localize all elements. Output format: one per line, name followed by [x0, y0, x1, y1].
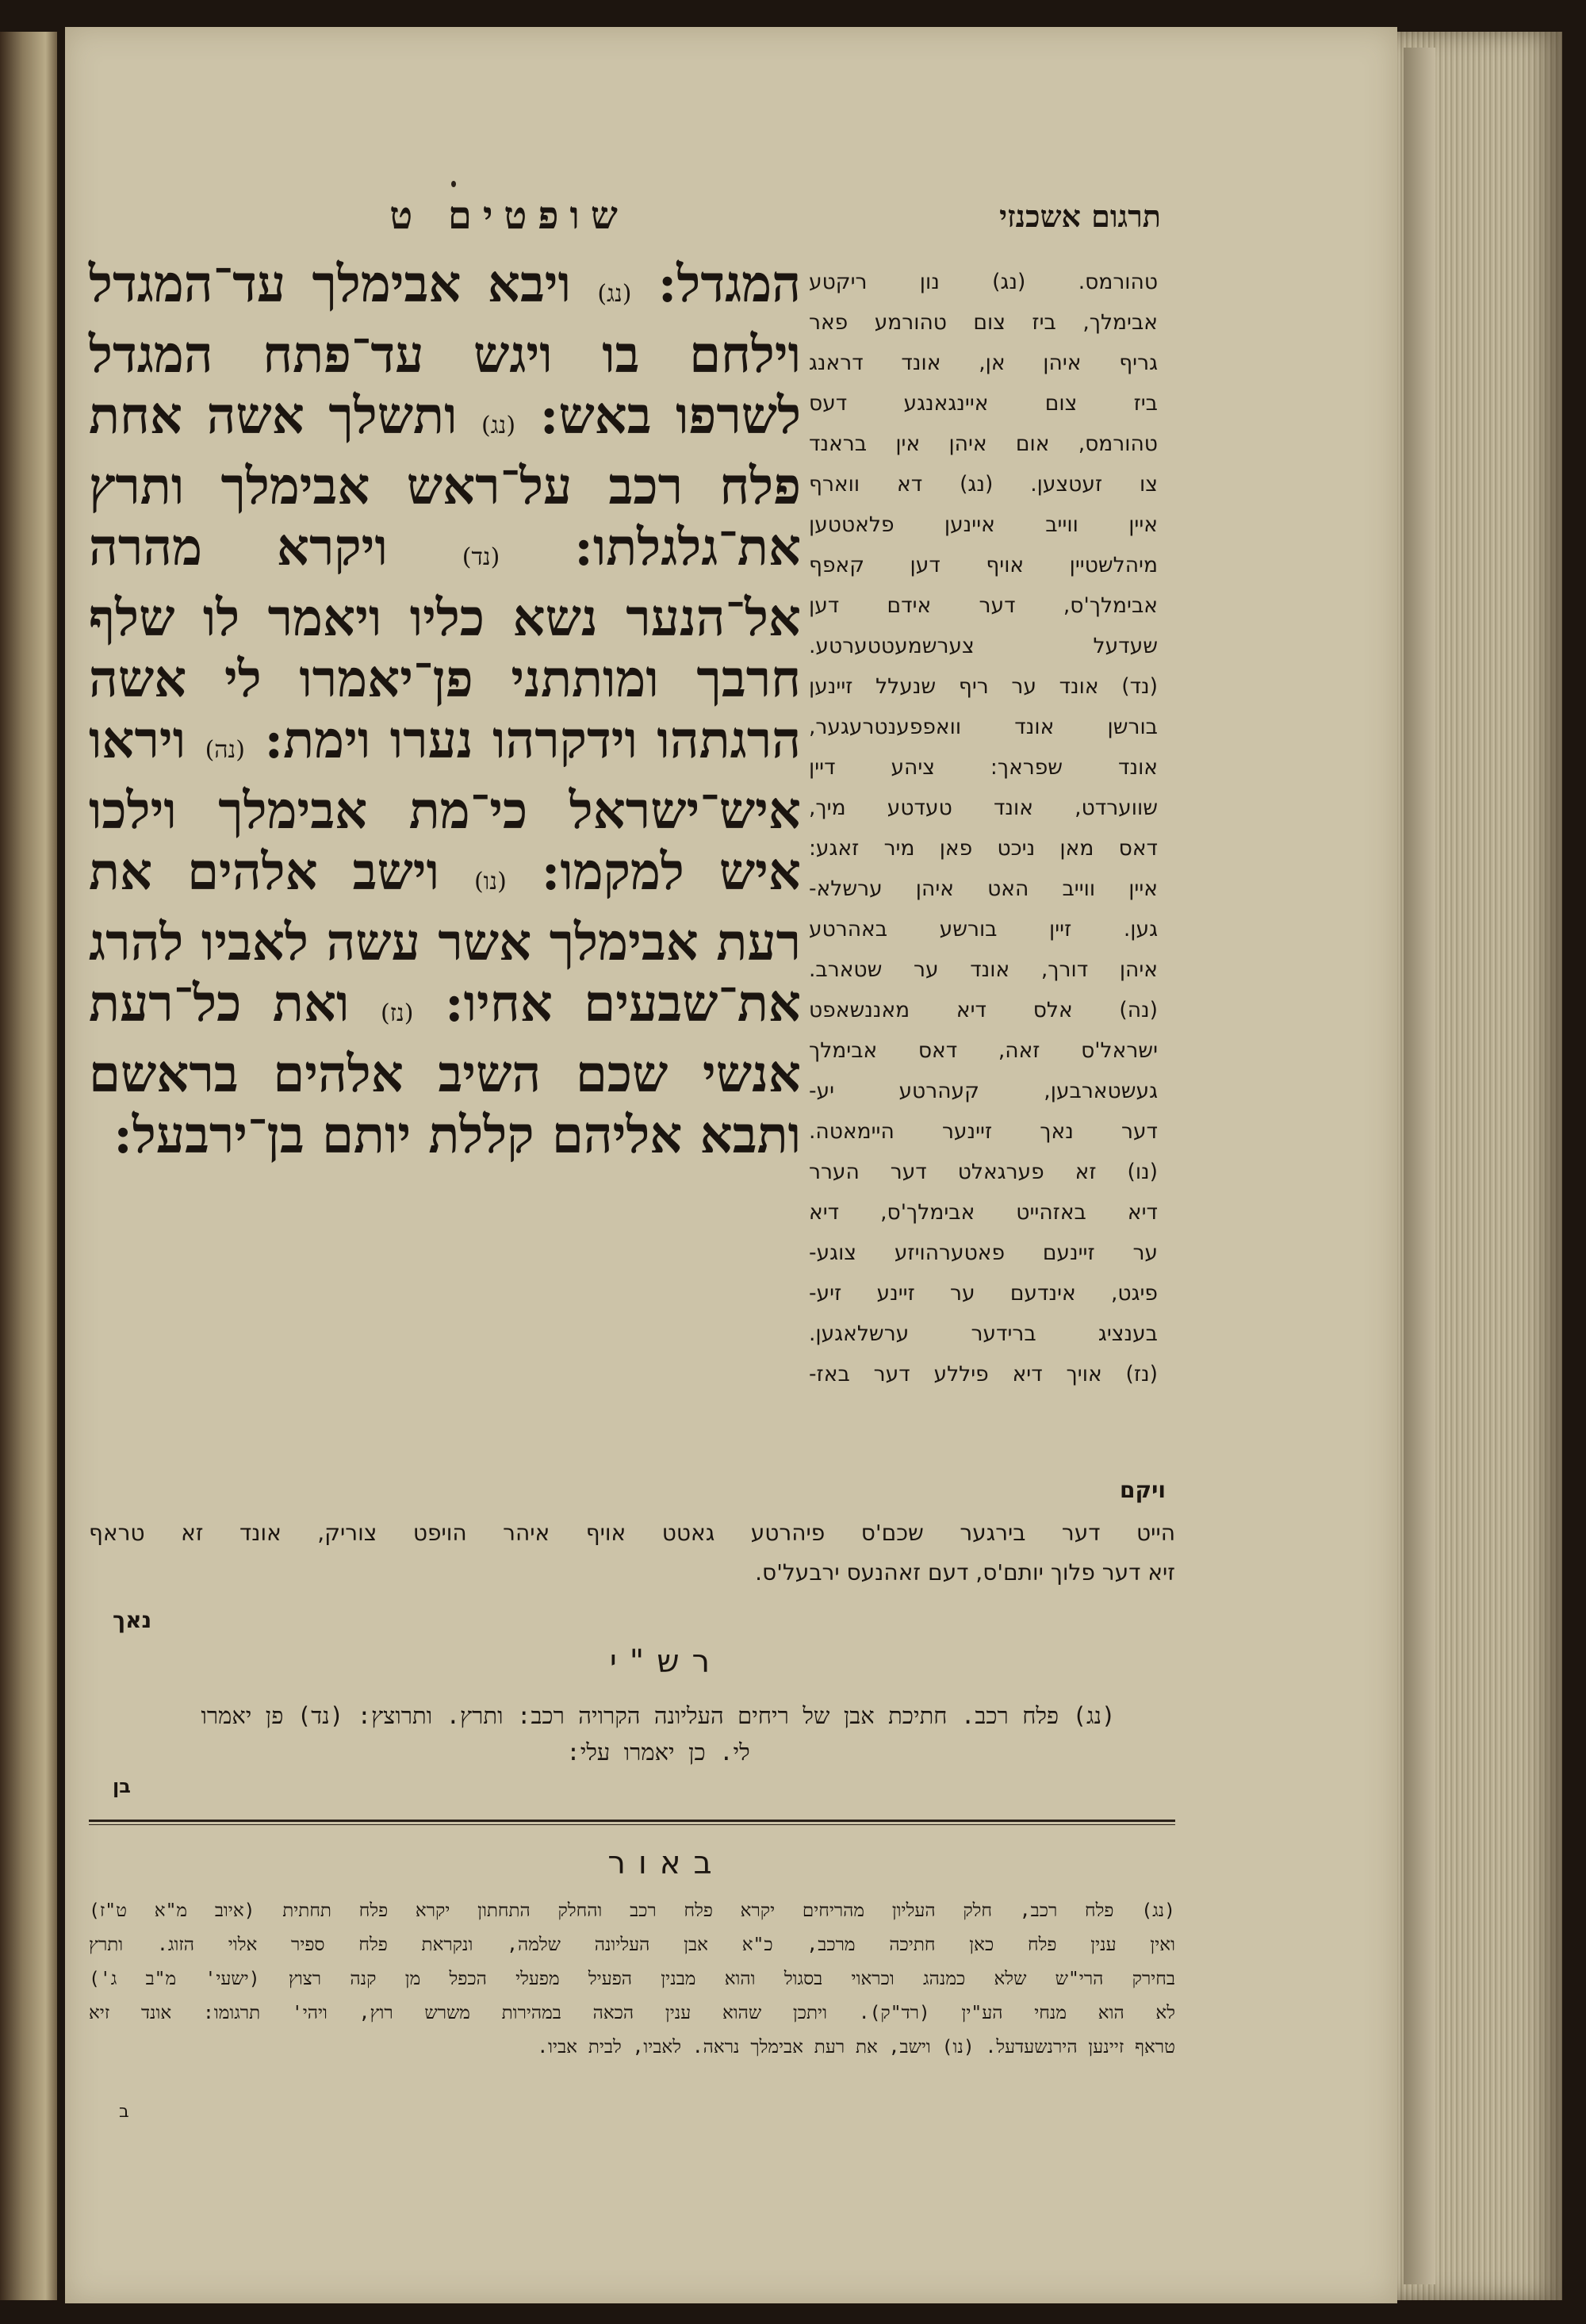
targum-line: דער נאך זיינער היימאטה.	[809, 1119, 1158, 1144]
targum-line: אונד שפראך: ציהע דיין	[809, 755, 1158, 780]
divider-rule-thin	[89, 1824, 1175, 1825]
biur-line: ואין ענין פלח כאן חתיכה מרכב, כ"א אבן העליונה שלמה, ונקראת פלח ספיר אלוי הזוג. ותרץ	[89, 1935, 1175, 1955]
previous-page-edge	[0, 32, 57, 2300]
rashi-line: (נג) פלח רכב. חתיכת אבן של ריחים העליונה הקרויה רכב: ותרץ. ותרוצץ: (נד) פן יאמרו	[201, 1702, 1116, 1729]
targum-continuation-line: הייט דער בירגער שכם'ס פיהרטע גאטט אויף איהר הויפט צוריק, אונד זא טראף	[89, 1520, 1175, 1546]
targum-line: שעדעל צערשמעטטערטע.	[809, 634, 1158, 658]
targum-line: מיהלשטיין אויף דען קאפף	[809, 553, 1158, 577]
targum-line: בורשן אונד וואפפענטרעגער,	[809, 715, 1158, 739]
bible-verse: ויבא אבימלך עד־המגדל וילחם בו ויגש עד־פתח המגדל לשרפו באש:	[89, 255, 802, 446]
targum-line: טהורמס, אום איהן אין בראנד	[809, 431, 1158, 456]
targum-line: ער זיינעם פאטערהויזע צוגע-	[809, 1241, 1158, 1265]
targum-line: ישראל'ס זאה, דאס אבימלך	[809, 1038, 1158, 1063]
catchword-nach: נאך	[113, 1607, 152, 1633]
verse-number: (נה)	[205, 736, 245, 764]
bible-verse: ותשלך אשה אחת פלח רכב על־ראש אבימלך ותרץ את־גלגלתו:	[89, 386, 802, 577]
targum-line: אבימלך, ביז צום טהורמע פאר	[809, 310, 1158, 335]
page-header	[65, 194, 1397, 257]
targum-line: אבימלך'ס, דער אידם דען	[809, 593, 1158, 618]
biur-commentary	[89, 1894, 1175, 2065]
targum-line: געשטארבען, קעהרטע יע-	[809, 1079, 1158, 1103]
rashi-line: לי. כן יאמרו עלי:	[566, 1739, 750, 1766]
biur-line: לא הוא מנחי הע"ין (רד"ק). ויתכן שהוא ענין הכאה במהירות משרש רוץ, ויהי' תרגומו: אונד זיא	[89, 2003, 1175, 2023]
page-stack-shadow	[1404, 48, 1435, 2284]
targum-line: דיא באזהייט אבימלך'ס, דיא	[809, 1200, 1158, 1225]
targum-column	[809, 262, 1158, 1507]
targum-line: גריף איהן אן, אונד דראנג	[809, 351, 1158, 375]
targum-line: ביז צום איינגאנגע דעס	[809, 391, 1158, 416]
verse-number: (נג)	[481, 412, 516, 439]
catchword-vayikom: ויקם	[1120, 1477, 1166, 1503]
targum-line: איהן דורך, אונד ער שטארב.	[809, 957, 1158, 982]
targum-line: פיגט, אינדעם ער זיינע זיע-	[809, 1281, 1158, 1306]
verse-number: (נו)	[473, 868, 507, 895]
signature-mark: ב	[119, 2102, 129, 2122]
targum-line: גען. זיין בורשע באהרטע	[809, 917, 1158, 941]
targum-line: טהורמס. (נג) נון ריקטע	[809, 270, 1158, 294]
bible-verse: ויראו איש־ישראל כי־מת אבימלך וילכו איש למקמו:	[89, 711, 802, 902]
rashi-commentary	[127, 1697, 1190, 1770]
biur-line: בחירק הרי"ש שלא כמנהג וכראוי בסגול והוא מבנין הפעיל מפעלי הכפל מן קנה רצוץ (ישעי' מ"ב ג')	[89, 1969, 1175, 1989]
targum-line: (נז) אויך דיא פיללע דער באז-	[809, 1362, 1158, 1386]
targum-line: איין ווייב האט איהן ערשלא-	[809, 876, 1158, 901]
targum-continuation	[89, 1513, 1175, 1593]
targum-title: תרגום אשכנזי	[999, 198, 1161, 234]
targum-line: (נו) זא פערגאלט דער הערר	[809, 1160, 1158, 1184]
verse-number: (נד)	[462, 543, 500, 571]
targum-continuation-line: זיא דער פלוך יותם'ס, דעם זאהנעס ירבעל'ס.	[755, 1559, 1175, 1586]
targum-line: שווערדט, אונד טעדטע מיך,	[809, 796, 1158, 820]
targum-line: איין ווייב איינען פלאטטען	[809, 512, 1158, 537]
targum-line: בענציג ברידער ערשלאגען.	[809, 1321, 1158, 1346]
targum-line: צו זעטצען. (נג) דא ווארף	[809, 472, 1158, 497]
biur-line: טראף זיינען הירנשעדעל. (נו) וישב, את רעת אבימלך נראה. לאביו, לבית אביו.	[537, 2037, 1175, 2057]
biur-line: (נג) פלח רכב, חלק העליון מהריחים יקרא פלח רכב והחלק התחתון יקרא פלח תחתית (איוב מ"א ט"ז)	[89, 1900, 1175, 1921]
verse-number: (נג)	[597, 280, 632, 308]
verse-number: (נז)	[380, 999, 414, 1027]
bible-text-column	[89, 254, 801, 1515]
bible-verse: ויקרא מהרה אל־הנער נשא כליו ויאמר לו שלף חרבך ומותתני פן־יאמרו לי אשה הרגתהו וידקרהו נערו וימת:	[89, 518, 802, 770]
divider-rule	[89, 1820, 1175, 1822]
rashi-heading: רש"י	[609, 1643, 723, 1680]
bible-verse: וישב אלהים את רעת אבימלך אשר עשה לאביו להרג את־שבעים אחיו:	[89, 842, 802, 1034]
targum-line: (נד) אונד ער ריף שנעלל זיינען	[809, 674, 1158, 699]
bible-verse: ואת כל־רעת אנשי שכם השיב אלהים בראשם ותבא אליהם קללת יותם בן־ירבעל:	[89, 974, 801, 1165]
bible-lead-word: המגדל:	[657, 255, 802, 314]
catchword-ben: בן	[113, 1775, 131, 1797]
book-title: שופטים ט	[389, 194, 629, 238]
biur-heading: באור	[607, 1845, 725, 1881]
targum-line: דאס מאן ניכט פאן מיר זאגע:	[809, 836, 1158, 861]
ink-dot	[451, 181, 456, 187]
targum-line: (נה) אלס דיא מאננשאפט	[809, 998, 1158, 1022]
